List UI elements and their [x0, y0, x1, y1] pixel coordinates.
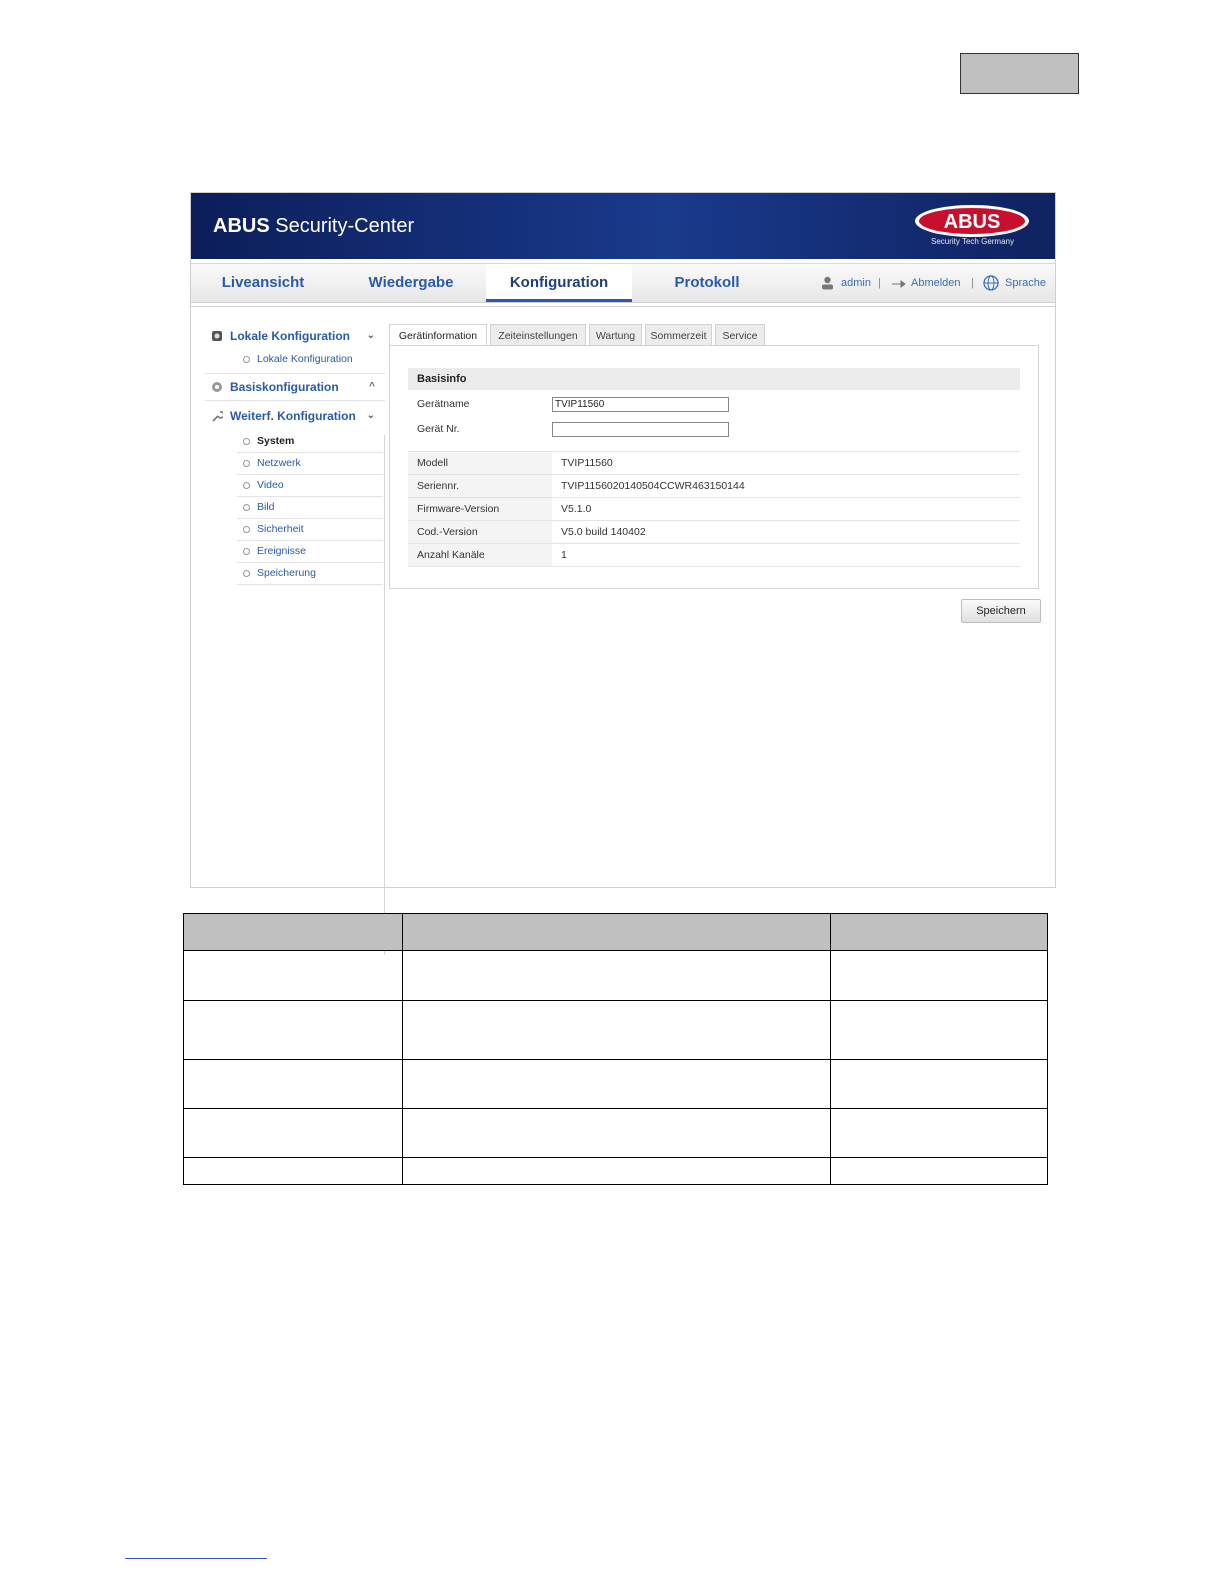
sidebar-item-netzwerk[interactable]: Netzwerk [237, 453, 383, 475]
tab-zeiteinstellungen[interactable]: Zeiteinstellungen [490, 324, 586, 346]
table-row [184, 1060, 1048, 1109]
save-button[interactable]: Speichern [961, 599, 1041, 623]
table-cell [831, 951, 1048, 1001]
gear-icon [211, 381, 223, 393]
content-area [191, 306, 1055, 888]
nav-separator: | [878, 277, 881, 289]
info-key: Cod.-Version [408, 521, 552, 544]
tab-wartung[interactable]: Wartung [589, 324, 642, 346]
abus-tagline: Security Tech Germany [931, 237, 1014, 246]
logout-link[interactable]: Abmelden [911, 277, 961, 289]
main-nav [191, 263, 1055, 303]
device-no-input[interactable] [552, 422, 729, 437]
nav-tab-protokoll[interactable]: Protokoll [674, 274, 740, 291]
nav-tab-konfiguration[interactable]: Konfiguration [486, 264, 632, 302]
document-table [183, 913, 1048, 1185]
chevron-down-icon: ⌄ [366, 330, 375, 341]
table-row [408, 521, 1020, 544]
table-row [408, 452, 1020, 475]
info-value: 1 [552, 544, 1020, 567]
sidebar-section-lokale-konfiguration[interactable]: Lokale Konfiguration ⌄ [205, 323, 385, 349]
table-row [184, 951, 1048, 1001]
tab-sommerzeit[interactable]: Sommerzeit [645, 324, 712, 346]
table-cell [831, 1109, 1048, 1158]
info-value: TVIP11560 [552, 452, 1020, 475]
info-key: Modell [408, 452, 552, 475]
table-cell [403, 1109, 831, 1158]
language-link[interactable]: Sprache [1005, 277, 1046, 289]
device-info-table [408, 451, 1020, 567]
sidebar-item-lokale-konfiguration[interactable]: Lokale Konfiguration [237, 349, 383, 370]
table-row [408, 475, 1020, 498]
sidebar-section-basiskonfiguration[interactable]: Basiskonfiguration ^ [205, 373, 385, 401]
chevron-down-icon: ⌄ [366, 410, 375, 421]
table-cell [831, 1001, 1048, 1060]
user-icon [821, 276, 834, 290]
table-row [408, 498, 1020, 521]
table-cell [184, 1109, 403, 1158]
basisinfo-heading: Basisinfo [408, 368, 1020, 390]
globe-icon [983, 275, 999, 291]
device-name-input[interactable]: TVIP11560 [552, 397, 729, 412]
footer-link-underline[interactable] [125, 1558, 267, 1559]
table-cell [831, 1060, 1048, 1109]
sidebar-item-ereignisse[interactable]: Ereignisse [237, 541, 383, 563]
table-cell [184, 1001, 403, 1060]
local-config-icon [211, 330, 223, 342]
bullet-icon [243, 482, 250, 489]
table-header-cell [184, 914, 403, 951]
table-row [184, 1158, 1048, 1185]
bullet-icon [243, 526, 250, 533]
info-value: V5.0 build 140402 [552, 521, 1020, 544]
info-key: Anzahl Kanäle [408, 544, 552, 567]
sidebar-item-sicherheit[interactable]: Sicherheit [237, 519, 383, 541]
bullet-icon [243, 356, 250, 363]
bullet-icon [243, 548, 250, 555]
tab-geraetinformation[interactable]: Gerätinformation [389, 324, 487, 346]
device-no-label: Gerät Nr. [417, 423, 460, 435]
table-cell [184, 951, 403, 1001]
abus-web-interface [190, 192, 1056, 888]
sidebar-item-speicherung[interactable]: Speicherung [237, 563, 383, 585]
table-cell [403, 1060, 831, 1109]
abus-logo [913, 203, 1031, 239]
table-cell [403, 951, 831, 1001]
bullet-icon [243, 570, 250, 577]
sidebar-item-system[interactable]: System [237, 431, 383, 453]
page-number-box [960, 53, 1079, 94]
nav-tab-liveansicht[interactable]: Liveansicht [221, 274, 305, 291]
nav-tab-wiedergabe[interactable]: Wiedergabe [368, 274, 454, 291]
sidebar-item-bild[interactable]: Bild [237, 497, 383, 519]
table-cell [403, 1158, 831, 1185]
abus-logo-text: ABUS [943, 211, 1001, 233]
sidebar-item-video[interactable]: Video [237, 475, 383, 497]
info-key: Firmware-Version [408, 498, 552, 521]
table-cell [831, 1158, 1048, 1185]
table-header-cell [403, 914, 831, 951]
bullet-icon [243, 438, 250, 445]
table-row [408, 544, 1020, 567]
logout-icon [891, 279, 906, 288]
table-row [184, 1001, 1048, 1060]
user-name[interactable]: admin [841, 277, 871, 289]
sidebar-section-weiterf-konfiguration[interactable]: Weiterf. Konfiguration ⌄ [205, 403, 385, 429]
app-title: ABUS Security-Center [213, 215, 415, 237]
table-header-cell [831, 914, 1048, 951]
bullet-icon [243, 504, 250, 511]
device-name-label: Gerätname [417, 398, 470, 410]
sidebar-divider [384, 435, 385, 955]
tab-service[interactable]: Service [715, 324, 765, 346]
table-header-row [184, 914, 1048, 951]
wrench-icon [211, 410, 223, 422]
table-cell [403, 1001, 831, 1060]
table-cell [184, 1060, 403, 1109]
bullet-icon [243, 460, 250, 467]
info-value: TVIP1156020140504CCWR463150144 [552, 475, 1020, 498]
info-value: V5.1.0 [552, 498, 1020, 521]
device-info-panel [389, 345, 1039, 589]
nav-separator: | [971, 277, 974, 289]
table-row [184, 1109, 1048, 1158]
table-cell [184, 1158, 403, 1185]
chevron-up-icon: ^ [369, 381, 375, 392]
app-header [191, 193, 1055, 259]
info-key: Seriennr. [408, 475, 552, 498]
